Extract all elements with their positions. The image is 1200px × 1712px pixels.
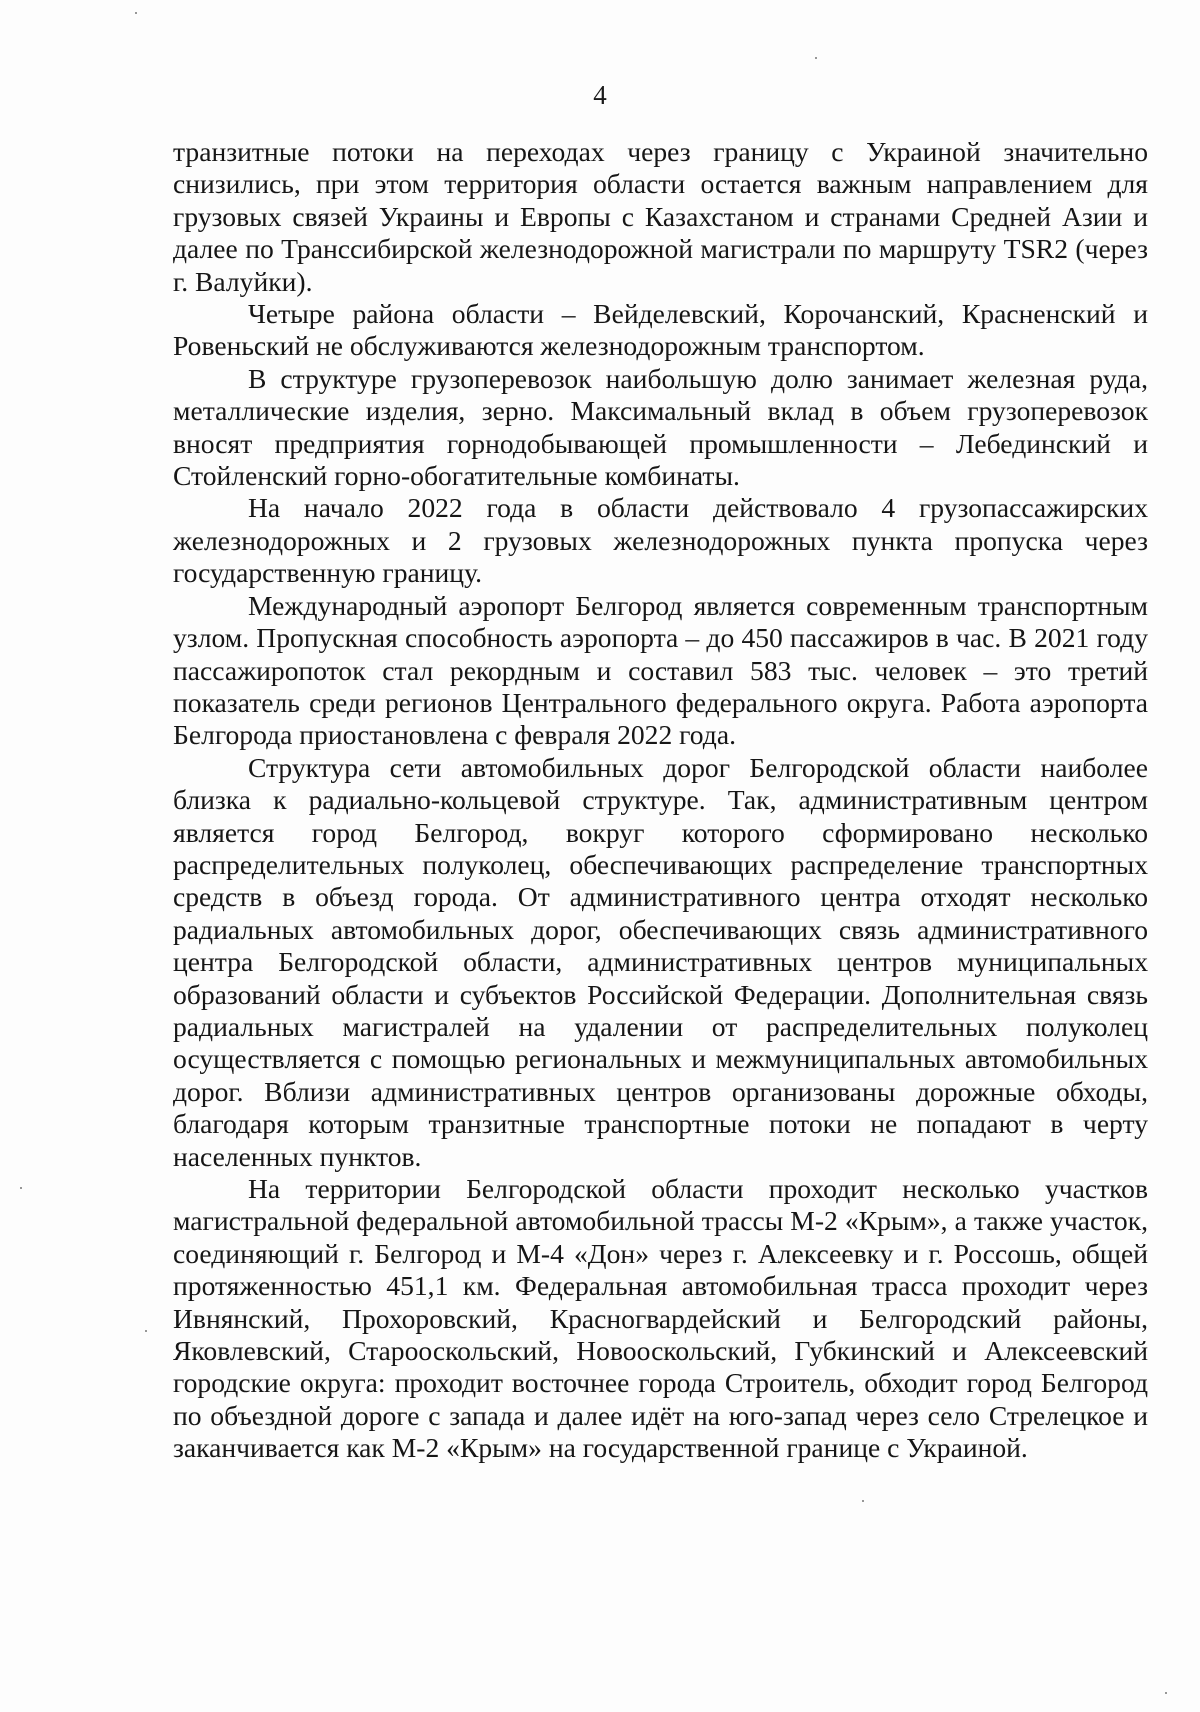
scan-speck: [1165, 1692, 1167, 1694]
scan-speck: [20, 1187, 22, 1189]
paragraph-districts-without-rail: Четыре района области – Вейделевский, Корочанский, Красненский и Ровеньский не обслуживаются железнодорожным транспортом.: [173, 298, 1148, 362]
scan-speck: [145, 1330, 147, 1332]
paragraph-road-network: Структура сети автомобильных дорог Белгородской области наиболее близка к радиально-кольцевой структуре. Так, административным центром является город Белгород, вокруг которого сформировано несколько распределительных полуколец, обеспечивающих распределение транспортных средств в объезд города. От административного центра отходят несколько радиальных автомобильных дорог, обеспечивающих связь административного центра Белгородской области, административных центров муниципальных образований области и субъектов Российской Федерации. Дополнительная связь радиальных магистралей на удалении от распределительных полуколец осуществляется с помощью региональных и межмуниципальных автомобильных дорог. Вблизи административных центров организованы дорожные обходы, благодаря которым транзитные транспортные потоки не попадают в черту населенных пунктов.: [173, 751, 1148, 1172]
paragraph-airport: Международный аэропорт Белгород является современным транспортным узлом. Пропускная способность аэропорта – до 450 пассажиров в час. В 2021 году пассажиропоток стал рекордным и составил 583 тыс. человек – это третий показатель среди регионов Центрального федерального округа. Работа аэропорта Белгорода приостановлена с февраля 2022 года.: [173, 589, 1148, 751]
scan-speck: [815, 57, 817, 59]
scan-speck: [135, 12, 137, 14]
paragraph-transit-flows: транзитные потоки на переходах через границу с Украиной значительно снизились, при этом территория области остается важным направлением для грузовых связей Украины и Европы с Казахстаном и странами Средней Азии и далее по Транссибирской железнодорожной магистрали по маршруту TSR2 (через г. Валуйки).: [173, 136, 1148, 297]
scan-speck: [862, 1500, 864, 1502]
paragraph-border-checkpoints: На начало 2022 года в области действовало 4 грузопассажирских железнодорожных и 2 грузовых железнодорожных пункта пропуска через государственную границу.: [173, 492, 1148, 589]
paragraph-federal-highway: На территории Белгородской области проходит несколько участков магистральной федеральной автомобильной трассы М-2 «Крым», а также участок, соединяющий г. Белгород и М-4 «Дон» через г. Алексеевку и г. Россошь, общей протяженностью 451,1 км. Федеральная автомобильная трасса проходит через Ивнянский, Прохоровский, Красногвардейский и Белгородский районы, Яковлевский, Старооскольский, Новооскольский, Губкинский и Алексеевский городские округа: проходит восточнее города Строитель, обходит город Белгород по объездной дороге с запада и далее идёт на юго-запад через село Стрелецкое и заканчивается как М-2 «Крым» на государственной границе с Украиной.: [173, 1173, 1148, 1464]
page-number: 4: [593, 80, 607, 110]
paragraph-freight-structure: В структуре грузоперевозок наибольшую долю занимает железная руда, металлические изделия, зерно. Максимальный вклад в объем грузоперевозок вносят предприятия горнодобывающей промышленности – Лебединский и Стойленский горно-обогатительные комбинаты.: [173, 362, 1148, 492]
document-body: [173, 136, 1148, 1465]
